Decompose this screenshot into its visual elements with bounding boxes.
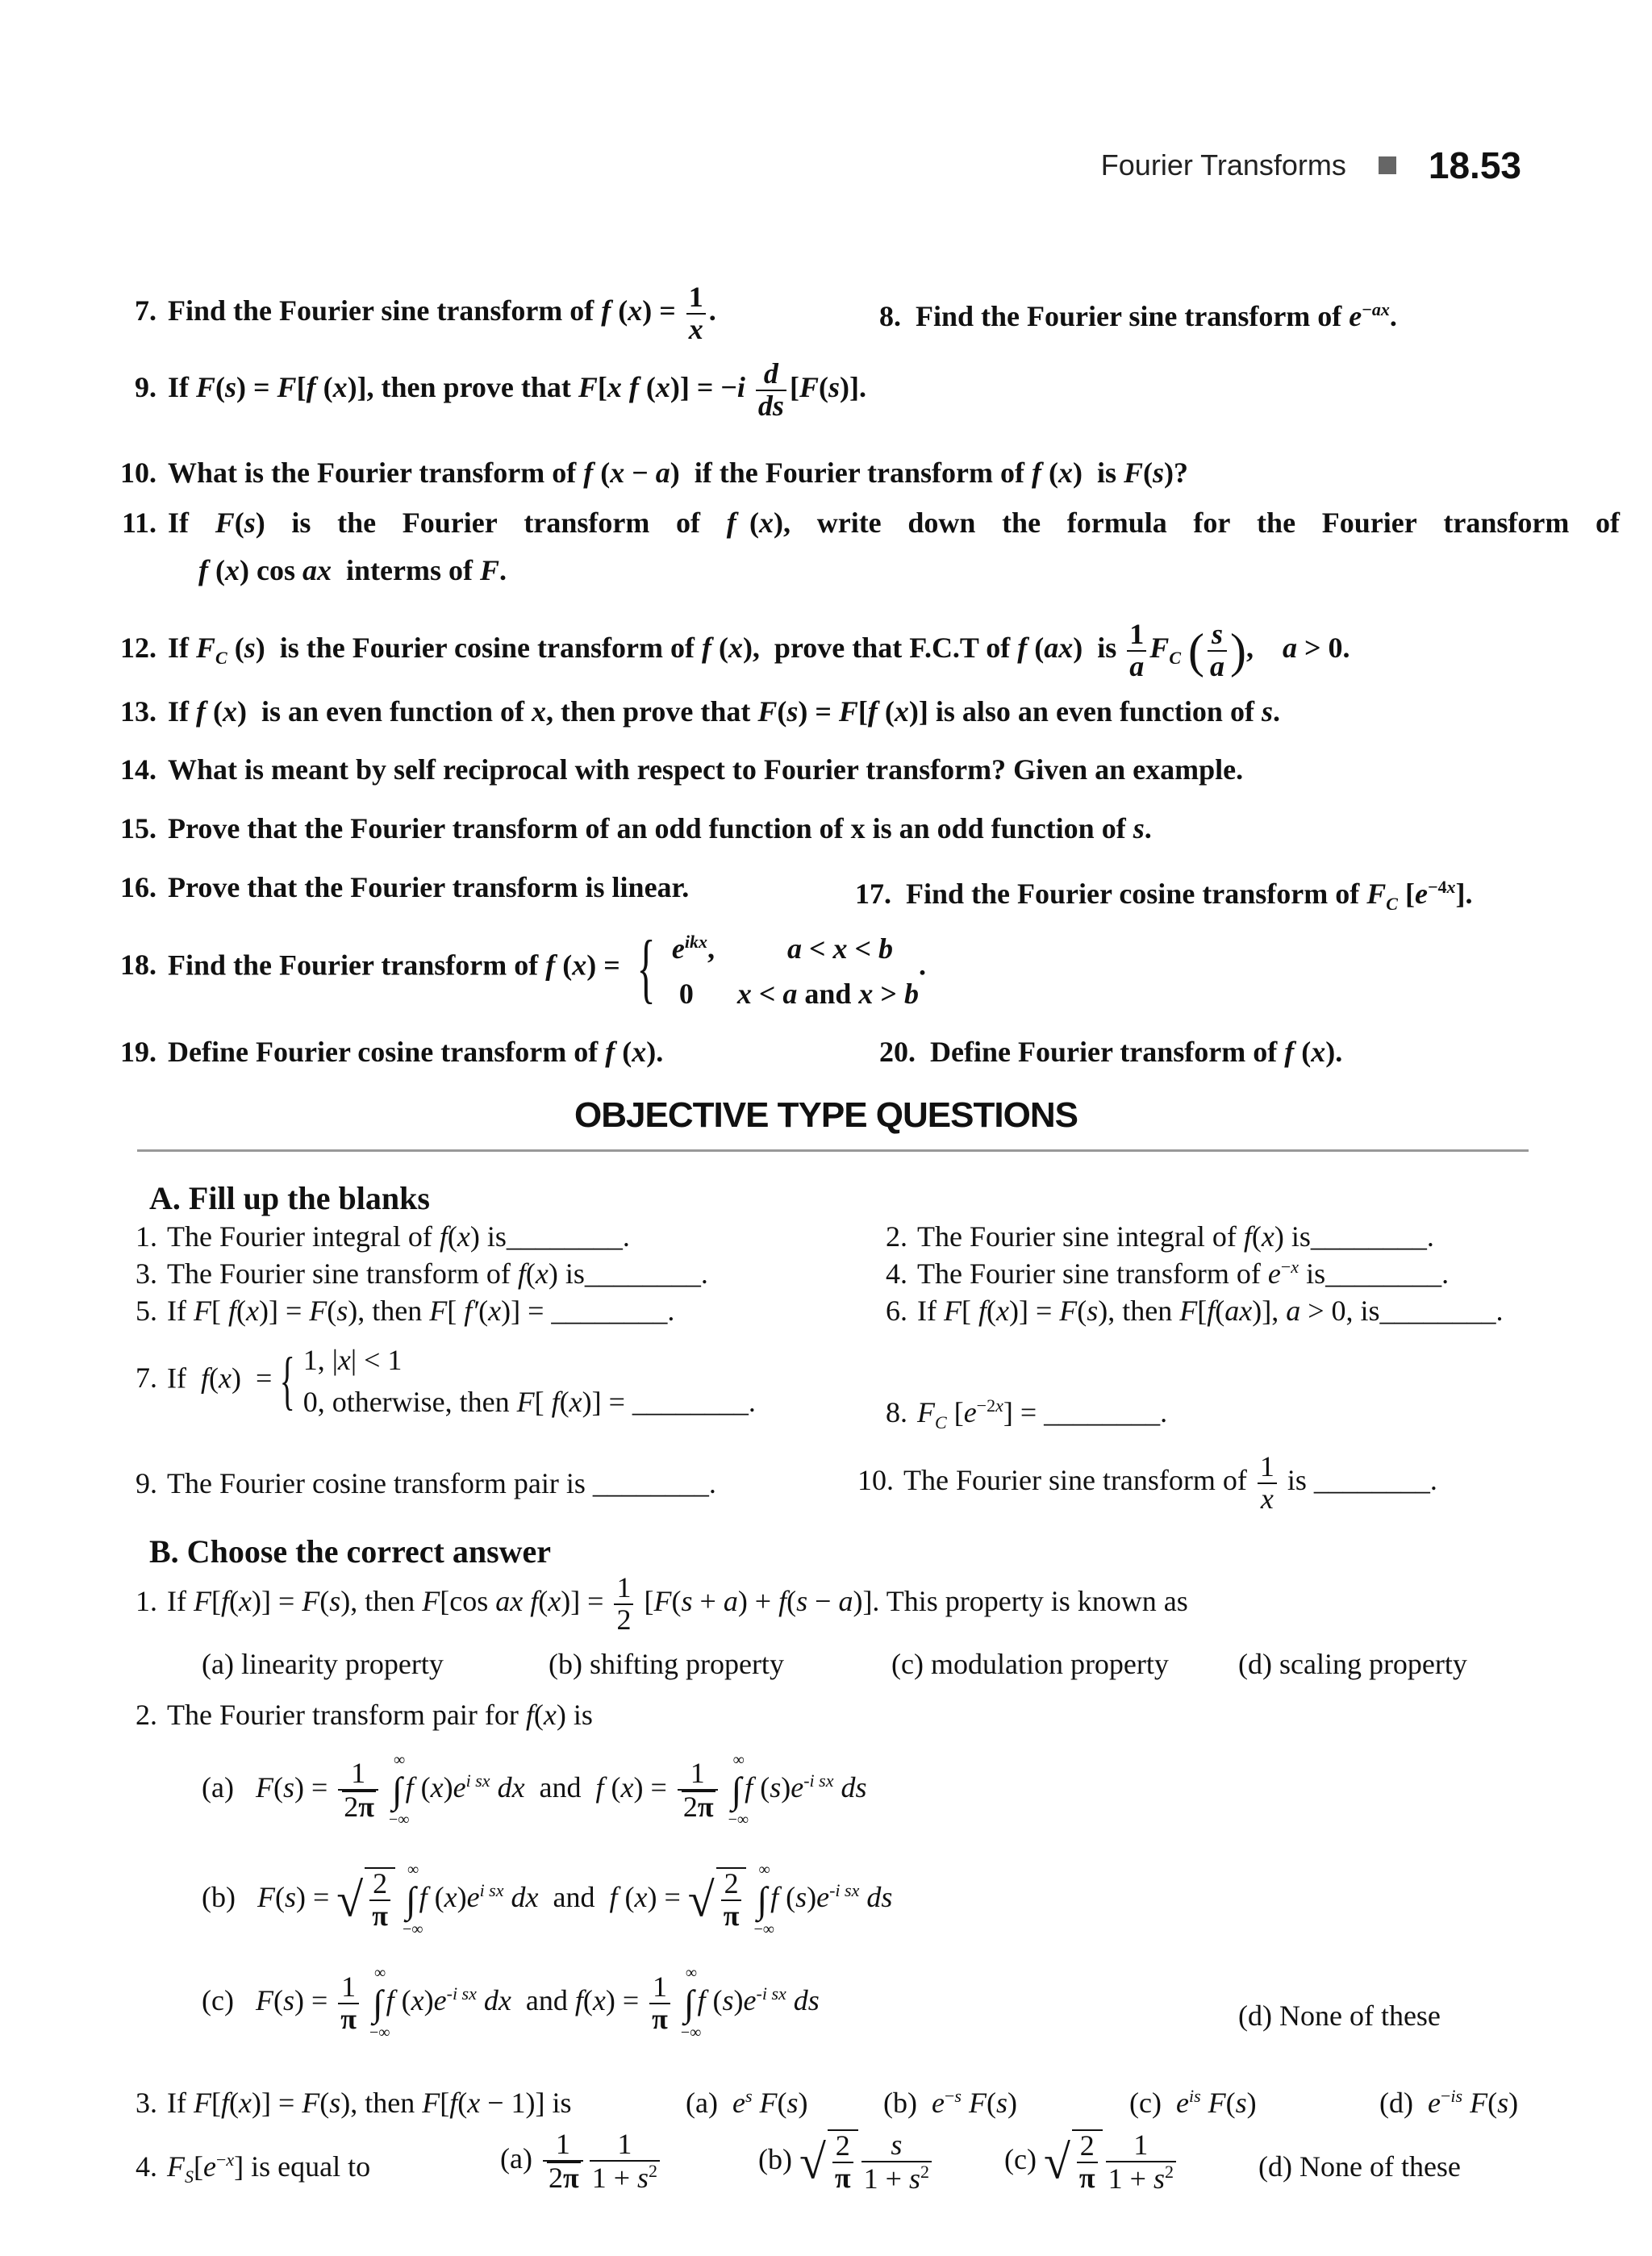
- mcq-3-option-a[interactable]: (a) $e^s$ F(s): [686, 2086, 808, 2119]
- fill-1: 1. The Fourier integral of f(x) is________.: [136, 1220, 630, 1253]
- mcq-1-option-a[interactable]: (a) linearity property: [202, 1648, 444, 1680]
- exercise-8: 8. Find the Fourier sine transform of $e^{-ax}$.: [879, 299, 1397, 332]
- exercise-11: 11. If F(s) is the Fourier transform of f (x), write down the formula for the Fourier transform of: [121, 507, 1620, 539]
- fill-4: 4. The Fourier sine transform of $e^{-x}$ is________.: [886, 1257, 1450, 1290]
- fill-2: 2. The Fourier sine integral of f(x) is________.: [886, 1220, 1434, 1253]
- fill-8: 8. $F_C$ $[e^{-2x}]$ = ________.: [886, 1395, 1168, 1433]
- mcq-4-option-b[interactable]: (b) √ $\frac{2}{\pi}$ $\frac{s}{1 + s^2}$: [758, 2129, 935, 2195]
- mcq-4-option-d[interactable]: (d) None of these: [1258, 2150, 1461, 2183]
- exercise-9: 9. If F(s) = F[f (x)], then prove that F[x f (x)] = −i $\frac{d}{ds}$ [F(s)].: [135, 357, 866, 422]
- part-a-heading: A. Fill up the blanks: [149, 1180, 430, 1216]
- mcq-2-option-c[interactable]: (c) F(s) = $\frac{1}{\pi}$ ∫ ∞ −∞ f $(x)e^{-i sx}$ dx and f(x) = $\frac{1}{\pi}$ ∫ ∞ −∞ f $(s)e^{-i sx}$ ds: [202, 1964, 820, 2042]
- part-b-heading: B. Choose the correct answer: [149, 1533, 552, 1570]
- exercise-18: 18. Find the Fourier transform of f (x) = { $e^{ikx}$, a < x < b 0 x < a and x > b .: [120, 924, 926, 1011]
- exercise-11-line2: f (x) cos ax interms of F.: [198, 554, 507, 586]
- mcq-1-question: 1. If F[f(x)] = F(s), then F[cos ax f(x)] = $\frac{1}{2}$ [F(s + a) + f(s − a)]. This property is known as: [136, 1571, 1188, 1636]
- section-divider: [137, 1149, 1529, 1152]
- mcq-2-option-b[interactable]: (b) F(s) = √ $\frac{2}{\pi}$ ∫ ∞ −∞ f $(x)e^{i sx}$ dx and f (x) = √ $\frac{2}{\pi}$ ∫ ∞ −∞ f $(s)e^{-i sx}$ ds: [202, 1861, 893, 1939]
- section-title: Fourier Transforms: [1100, 148, 1346, 181]
- mcq-3-option-d[interactable]: (d) $e^{-is}$ F(s): [1379, 2086, 1519, 2119]
- mcq-3-option-c[interactable]: (c) $e^{is}$ F(s): [1129, 2086, 1257, 2119]
- mcq-4-option-a[interactable]: (a) $\frac{1}{2\pi}$ $\frac{1}{1 + s^2}$: [500, 2129, 663, 2194]
- mcq-4-question: 4. $F_S[e^{-x}]$ is equal to: [136, 2150, 371, 2187]
- mcq-3-question: 3. If F[f(x)] = F(s), then F[f(x − 1)] is: [136, 2087, 572, 2119]
- header-square-icon: [1379, 156, 1396, 174]
- page-number: 18.53: [1428, 144, 1521, 186]
- exercise-12: 12. If $F_C$ (s) is the Fourier cosine transform of f (x), prove that F.C.T of f (ax) is $\frac{1}{a}$ $F_C$ ( $\frac{s}{a}$ ), a > 0.: [120, 618, 1350, 682]
- exercise-15: 15. Prove that the Fourier transform of an odd function of x is an odd function of s.: [120, 812, 1152, 844]
- page-header: [1101, 144, 1521, 187]
- mcq-2-option-a[interactable]: (a) F(s) = $\frac{1}{2\pi}$ ∫ ∞ −∞ f $(x)e^{i sx}$ dx and f (x) = $\frac{1}{2\pi}$ ∫ ∞ −∞ f $(s)e^{-i sx}$ ds: [202, 1751, 867, 1829]
- mcq-3-option-b[interactable]: (b) $e^{-s}$ F(s): [883, 2086, 1017, 2119]
- exercise-10: 10. What is the Fourier transform of f (x − a) if the Fourier transform of f (x) is F(s)?: [120, 457, 1189, 489]
- exercise-14: 14. What is meant by self reciprocal with respect to Fourier transform? Given an example.: [120, 753, 1244, 786]
- mcq-1-option-b[interactable]: (b) shifting property: [549, 1648, 784, 1680]
- exercise-19: 19. Define Fourier cosine transform of f (x).: [120, 1036, 664, 1068]
- exercise-7: 7. Find the Fourier sine transform of f (x) = $\frac{1}{x}$ .: [135, 281, 716, 345]
- fill-9: 9. The Fourier cosine transform pair is ________.: [136, 1467, 716, 1499]
- fill-7: 7. If f(x) = { 1, |x| < 1 0, otherwise, then F[ f(x)] = ________.: [136, 1344, 756, 1418]
- exercise-17: 17. Find the Fourier cosine transform of $F_C$ $[e^{-4x}]$.: [855, 877, 1473, 915]
- mcq-1-option-d[interactable]: (d) scaling property: [1238, 1648, 1467, 1680]
- exercise-13: 13. If f (x) is an even function of x, then prove that F(s) = F[f (x)] is also an even function of s.: [120, 695, 1280, 728]
- fill-6: 6. If F[ f(x)] = F(s), then F[f(ax)], a > 0, is________.: [886, 1295, 1504, 1327]
- mcq-1-option-c[interactable]: (c) modulation property: [891, 1648, 1169, 1680]
- objective-section-title: OBJECTIVE TYPE QUESTIONS: [574, 1095, 1078, 1135]
- mcq-4-option-c[interactable]: (c) √ $\frac{2}{\pi}$ $\frac{1}{1 + s^2}$: [1004, 2129, 1179, 2195]
- fill-5: 5. If F[ f(x)] = F(s), then F[ f′(x)] = ________.: [136, 1295, 675, 1327]
- fill-10: 10. The Fourier sine transform of $\frac{1}{x}$ is ________.: [857, 1450, 1437, 1515]
- exercise-16: 16. Prove that the Fourier transform is linear.: [120, 871, 690, 903]
- mcq-2-option-d[interactable]: (d) None of these: [1238, 2000, 1441, 2032]
- exercise-20: 20. Define Fourier transform of f (x).: [879, 1036, 1343, 1068]
- mcq-2-question: 2. The Fourier transform pair for f(x) is: [136, 1699, 593, 1731]
- fill-3: 3. The Fourier sine transform of f(x) is________.: [136, 1257, 708, 1290]
